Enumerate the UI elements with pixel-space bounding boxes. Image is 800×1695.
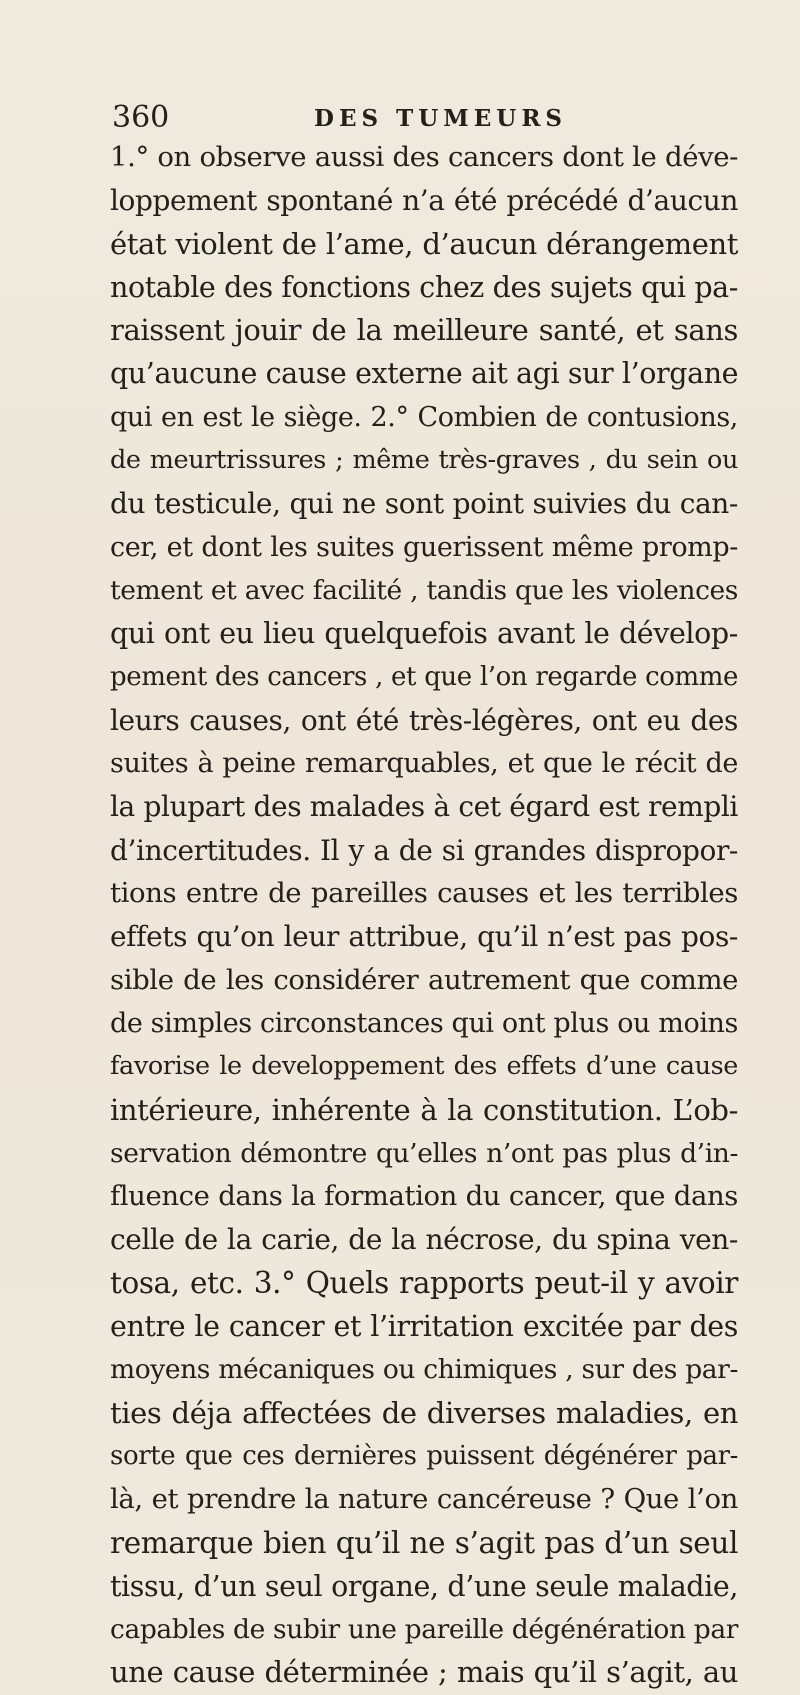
text-line: entre le cancer et l’irritation excitée par des <box>110 1310 738 1344</box>
text-line: sorte que ces dernières puissent dégénérer par- <box>110 1440 738 1471</box>
text-line: tosa, etc. 3.° Quels rapports peut-il y avoir <box>110 1265 738 1300</box>
text-line: là, et prendre la nature cancéreuse ? Que l’on <box>110 1483 738 1516</box>
text-line: tissu, d’un seul organe, d’une seule maladie, <box>110 1569 738 1603</box>
text-line: tement et avec facilité , tandis que les violences <box>110 574 738 606</box>
page-header <box>112 100 712 136</box>
text-line: raissent jouir de la meilleure santé, et sans <box>110 313 738 348</box>
text-line: du testicule, qui ne sont point suivies du can- <box>110 487 738 521</box>
text-line: de meurtrissures ; même très-graves , du sein ou <box>110 445 738 476</box>
text-line: 1.° on observe aussi des cancers dont le déve- <box>110 141 738 173</box>
text-line: fluence dans la formation du cancer, que dans <box>110 1180 738 1213</box>
text-line: loppement spontané n’a été précédé d’aucun <box>110 184 738 218</box>
text-line: qu’aucune cause externe ait agi sur l’organe <box>110 357 739 391</box>
text-line: remarque bien qu’il ne s’agit pas d’un seul <box>110 1525 738 1560</box>
page-number: 360 <box>112 100 170 135</box>
text-line: suites à peine remarquables, et que le récit de <box>110 748 738 780</box>
text-line: servation démontre qu’elles n’ont pas plus d’in- <box>110 1137 738 1169</box>
text-line: moyens mécaniques ou chimiques , sur des par- <box>110 1354 738 1386</box>
text-line: de simples circonstances qui ont plus ou moins <box>110 1007 738 1039</box>
text-line: d’incertitudes. Il y a de si grandes dispropor- <box>110 833 738 867</box>
text-line: effets qu’on leur attribue, qu’il n’est pas pos- <box>110 920 738 954</box>
text-line: ties déja affectées de diverses maladies, en <box>110 1395 738 1430</box>
text-line: qui ont eu lieu quelquefois avant le dévelop- <box>110 617 738 651</box>
text-line: capables de subir une pareille dégénération par <box>110 1614 738 1646</box>
text-line: leurs causes, ont été très-légères, ont eu des <box>110 703 738 737</box>
text-line: favorise le developpement des effets d’une cause <box>110 1051 738 1082</box>
text-line: cer, et dont les suites guerissent même promp- <box>110 531 738 563</box>
text-line: celle de la carie, de la nécrose, du spina ven- <box>110 1223 738 1257</box>
text-line: qui en est le siège. 2.° Combien de contusions, <box>110 401 738 433</box>
text-line: une cause déterminée ; mais qu’il s’agit, au <box>110 1655 738 1690</box>
text-line: sible de les considérer autrement que comme <box>110 963 738 996</box>
text-line: notable des fonctions chez des sujets qui pa- <box>110 270 738 304</box>
text-line: intérieure, inhérente à la constitution. L’ob- <box>110 1092 738 1127</box>
body-text <box>110 136 738 1695</box>
text-line: tions entre de pareilles causes et les terribles <box>110 877 738 910</box>
text-line: état violent de l’ame, d’aucun dérangement <box>110 226 738 261</box>
running-head: DES TUMEURS <box>314 105 568 132</box>
text-line: la plupart des malades à cet égard est rempli <box>110 790 738 824</box>
text-line: pement des cancers , et que l’on regarde comme <box>110 661 738 692</box>
